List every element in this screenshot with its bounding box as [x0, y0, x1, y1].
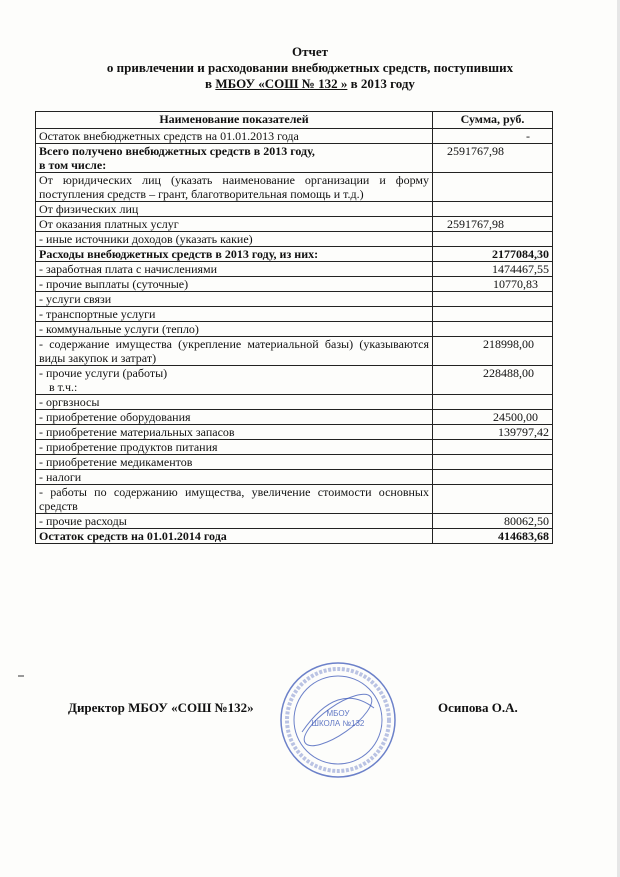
table-row: [36, 485, 553, 514]
table-row: [36, 440, 553, 455]
row-label: Расходы внебюджетных средств в 2013 году, из них:: [36, 247, 433, 262]
row-label: - услуги связи: [36, 292, 433, 307]
row-label: - коммунальные услуги (тепло): [36, 322, 433, 337]
table-row: [36, 455, 553, 470]
row-label: Остаток средств на 01.01.2014 года: [36, 529, 433, 544]
row-label: От физических лиц: [36, 202, 433, 217]
row-value: 1474467,55: [433, 262, 553, 277]
row-value: 80062,50: [433, 514, 553, 529]
row-value: [433, 485, 553, 514]
row-label: Остаток внебюджетных средств на 01.01.2013 года: [36, 129, 433, 144]
row-label: - работы по содержанию имущества, увеличение стоимости основных средств: [36, 485, 433, 514]
row-label: - оргвзносы: [36, 395, 433, 410]
row-label: - приобретение продуктов питания: [36, 440, 433, 455]
table-row: [36, 202, 553, 217]
row-label: - прочие выплаты (суточные): [36, 277, 433, 292]
school-stamp: [278, 660, 398, 780]
table-row: [36, 217, 553, 232]
table-row: [36, 366, 553, 395]
table-header-row: [36, 112, 553, 129]
document-header: [0, 44, 620, 92]
document-subtitle: о привлечении и расходовании внебюджетных средств, поступивших: [106, 60, 514, 75]
table-row: [36, 173, 553, 202]
row-label: - приобретение материальных запасов: [36, 425, 433, 440]
row-value: 24500,00: [433, 410, 553, 425]
table-row: [36, 292, 553, 307]
table-row: [36, 144, 553, 173]
row-label: - содержание имущества (укрепление материальной базы) (указываются виды закупок и затрат): [36, 337, 433, 366]
row-value: [433, 395, 553, 410]
row-value: [433, 322, 553, 337]
row-value: -: [433, 129, 553, 144]
table-row: [36, 514, 553, 529]
row-value: [433, 292, 553, 307]
table-row: [36, 529, 553, 544]
table-row: [36, 425, 553, 440]
row-label: - прочие расходы: [36, 514, 433, 529]
row-label: [36, 366, 433, 395]
scan-mark: [18, 675, 24, 677]
table-row: [36, 277, 553, 292]
table-row: [36, 307, 553, 322]
row-value: [433, 455, 553, 470]
row-label: - иные источники доходов (указать какие): [36, 232, 433, 247]
row-label: - приобретение оборудования: [36, 410, 433, 425]
row-label-line2: в т.ч.:: [49, 380, 78, 394]
table-row: [36, 470, 553, 485]
stamp-center-top: МБОУ: [326, 709, 350, 718]
row-label: - налоги: [36, 470, 433, 485]
row-value: 218998,00: [433, 337, 553, 366]
row-value: 228488,00: [433, 366, 553, 395]
column-header-sum: Сумма, руб.: [433, 112, 553, 129]
row-label: От юридических лиц (указать наименование организации и форму поступления средств – грант, благотворительная помощь и т.д.): [36, 173, 433, 202]
row-label-line2: в том числе:: [39, 158, 107, 172]
row-value: [433, 440, 553, 455]
table-row: [36, 337, 553, 366]
row-value: 139797,42: [433, 425, 553, 440]
row-value: 414683,68: [433, 529, 553, 544]
row-label: [36, 144, 433, 173]
column-header-name: Наименование показателей: [36, 112, 433, 129]
row-label: От оказания платных услуг: [36, 217, 433, 232]
subtitle-prefix: в: [205, 76, 216, 91]
row-value: 2591767,98: [433, 217, 553, 232]
table-row: [36, 232, 553, 247]
table-row: [36, 262, 553, 277]
row-label: - транспортные услуги: [36, 307, 433, 322]
row-value: [433, 202, 553, 217]
row-value: [433, 232, 553, 247]
row-value: 2177084,30: [433, 247, 553, 262]
row-label: - заработная плата с начислениями: [36, 262, 433, 277]
row-value: 2591767,98: [433, 144, 553, 173]
signature-position: Директор МБОУ «СОШ №132»: [68, 700, 254, 715]
row-value: [433, 173, 553, 202]
row-label: - приобретение медикаментов: [36, 455, 433, 470]
organization-name: МБОУ «СОШ № 132 »: [215, 76, 348, 91]
row-value: [433, 470, 553, 485]
table-row: [36, 395, 553, 410]
stamp-center-bottom: ШКОЛА №132: [311, 719, 365, 728]
table-row: [36, 247, 553, 262]
table-row: [36, 322, 553, 337]
row-label-line1: Всего получено внебюджетных средств в 2013 году,: [39, 144, 315, 158]
report-table: [35, 111, 553, 544]
row-value: 10770,83: [433, 277, 553, 292]
subtitle-suffix: в 2013 году: [347, 76, 415, 91]
table-row: [36, 129, 553, 144]
document-subtitle-line: [0, 76, 620, 92]
row-label-line1: - прочие услуги (работы): [39, 366, 168, 380]
row-value: [433, 307, 553, 322]
document-title: Отчет: [292, 44, 328, 59]
table-row: [36, 410, 553, 425]
signature-name: Осипова О.А.: [438, 700, 518, 715]
